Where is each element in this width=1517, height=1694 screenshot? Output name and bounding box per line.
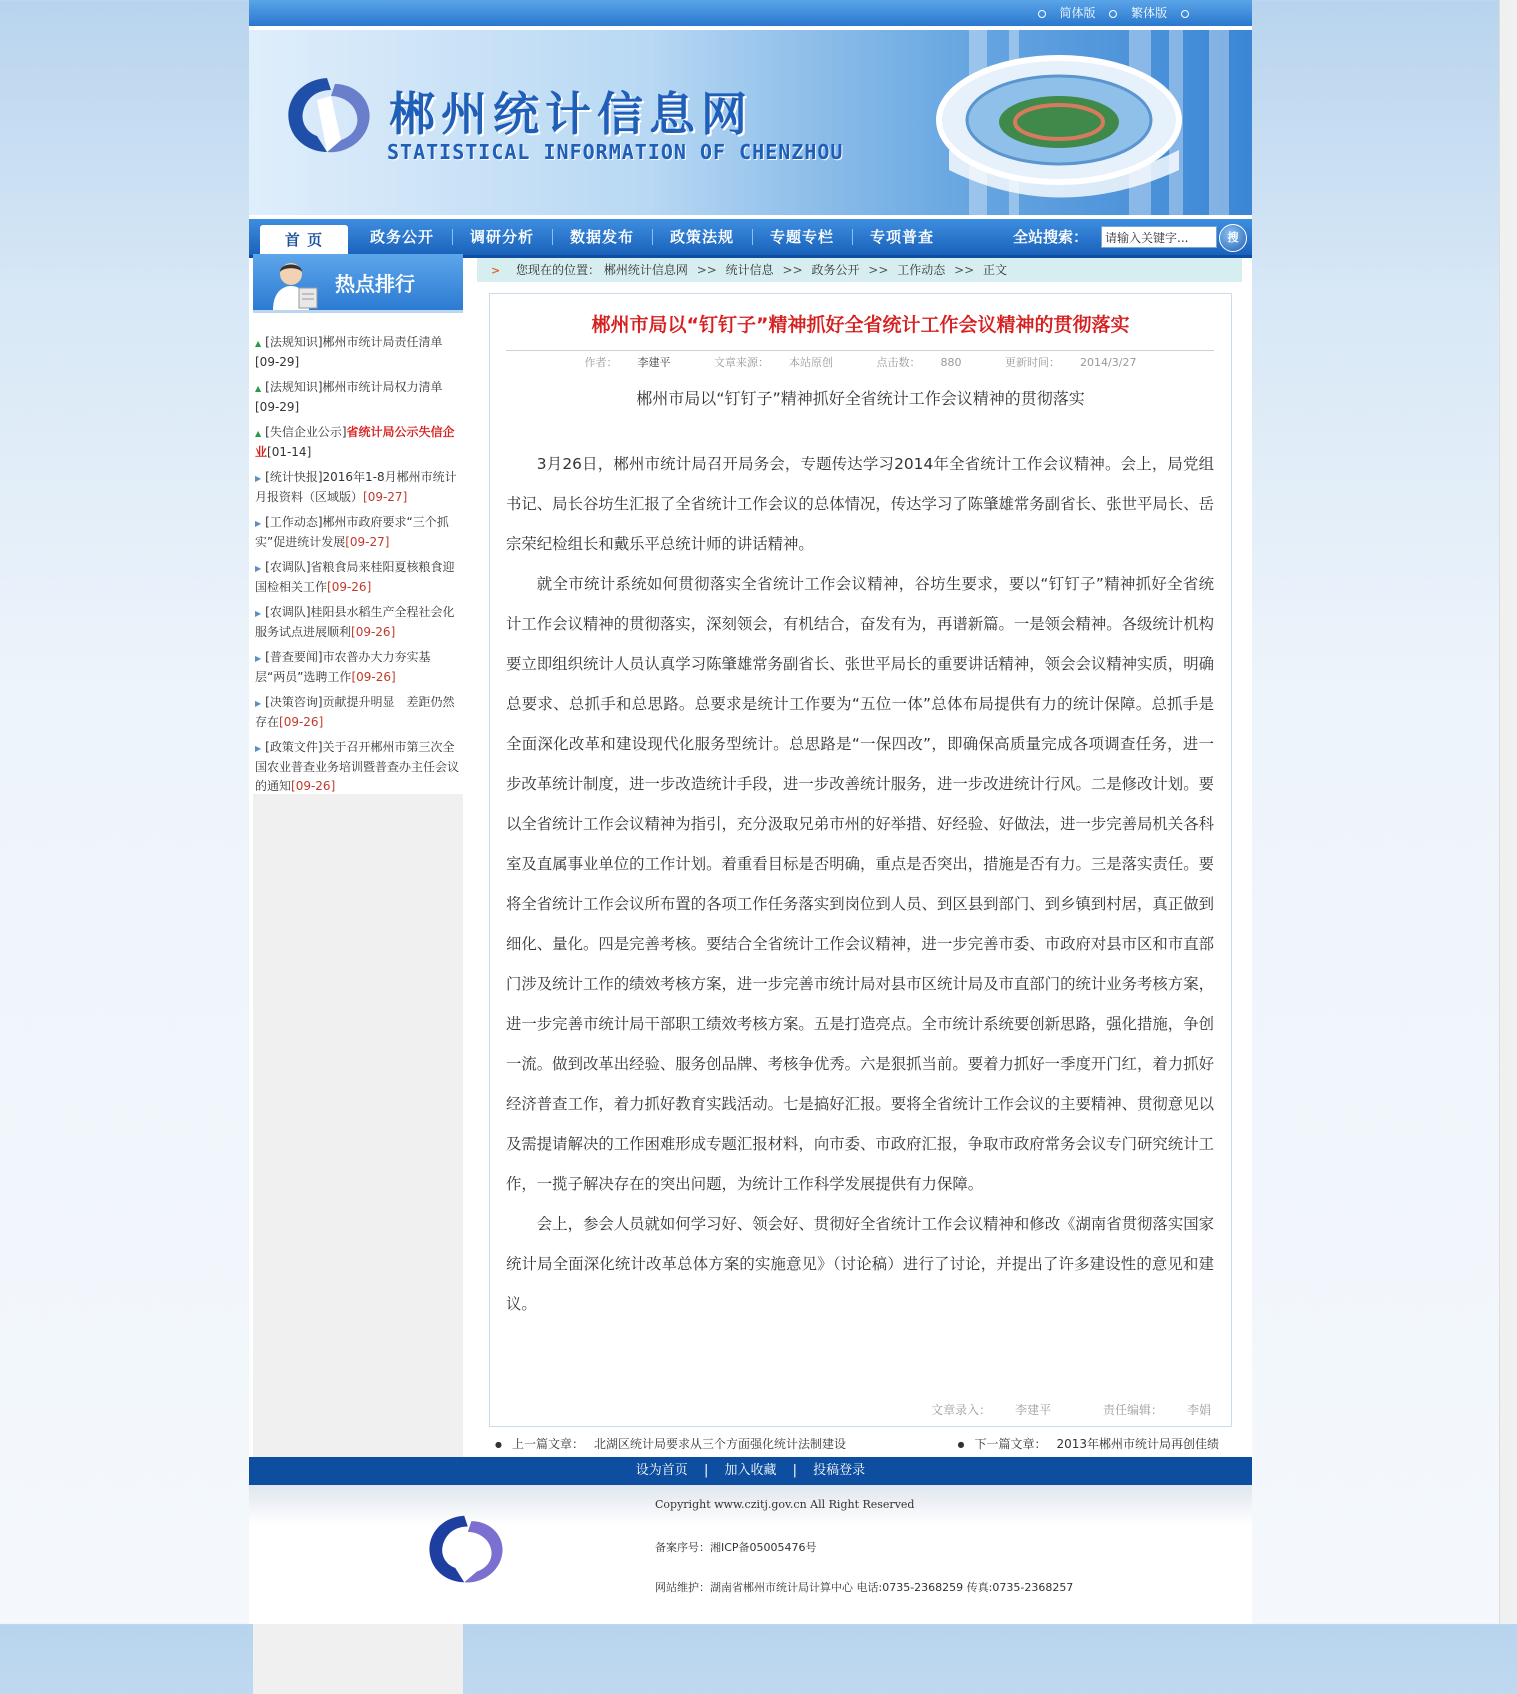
list-item[interactable]: ▶ [普查要闻]市农普办大力夯实基层“两员”选聘工作[09-26] — [255, 650, 431, 684]
prev-article-link[interactable]: 北湖区统计局要求从三个方面强化统计法制建设 — [594, 1437, 847, 1451]
prev-article[interactable]: ● 上一篇文章： 北湖区统计局要求从三个方面强化统计法制建设 — [495, 1437, 847, 1451]
site-logo-icon — [279, 70, 379, 160]
article-subtitle: 郴州市局以“钉钉子”精神抓好全省统计工作会议精神的贯彻落实 — [636, 389, 1085, 408]
list-item[interactable]: ▶ [政策文件]关于召开郴州市第三次全国农业普查业务培训暨普查办主任会议的通知[09-26] — [255, 740, 460, 793]
list-item[interactable]: ▶ [统计快报]2016年1-8月郴州市统计月报资料（区域版）[09-27] — [255, 470, 457, 504]
divider — [506, 350, 1214, 351]
nav-data-release[interactable]: 数据发布 — [569, 228, 634, 246]
triangle-right-icon: ▶ — [255, 474, 262, 483]
bullet-icon — [1181, 10, 1189, 18]
list-item[interactable]: ▶ [工作动态]郴州市政府要求“三个抓实”促进统计发展[09-27] — [255, 515, 449, 549]
hot-list — [253, 313, 463, 796]
site-title-cn: 郴州统计信息网 — [389, 87, 753, 141]
list-item[interactable]: ▲ [失信企业公示]省统计局公示失信企业[01-14] — [255, 425, 455, 459]
search-label: 全站搜索： — [1013, 228, 1089, 246]
breadcrumb: > 您现在的位置： 郴州统计信息网 >> 统计信息 >> 政务公开 >> 工作动态 >> 正文 — [477, 258, 1242, 282]
list-item[interactable]: ▶ [农调队]桂阳县水稻生产全程社会化服务试点进展顺利[09-26] — [255, 605, 455, 639]
traditional-chinese-link[interactable]: 繁体版 — [1131, 6, 1168, 20]
paragraph: 3月26日，郴州市统计局召开局务会，专题传达学习2014年全省统计工作会议精神。会上，局党组书记、局长谷坊生汇报了全省统计工作会议的总体情况，传达学习了陈肇雄常务副省长、张世平局长、岳宗荣纪检组长和戴乐平总统计师的讲话精神。 — [506, 455, 1214, 553]
triangle-up-icon: ▲ — [255, 339, 262, 348]
breadcrumb-item[interactable]: 统计信息 — [725, 263, 774, 277]
nav-policy-regulations[interactable]: 政策法规 — [669, 228, 734, 246]
bullet-icon — [1109, 10, 1117, 18]
triangle-up-icon: ▲ — [255, 429, 262, 438]
triangle-right-icon: ▶ — [255, 744, 262, 753]
nav-government-affairs[interactable]: 政务公开 — [369, 228, 434, 246]
add-favorite-link[interactable]: 加入收藏 — [724, 1463, 777, 1478]
top-bar — [249, 0, 1252, 26]
icp-text: 备案序号：湘ICP备05005476号 — [655, 1541, 817, 1554]
bullet-icon — [1038, 10, 1046, 18]
triangle-up-icon: ▲ — [255, 384, 262, 393]
article — [489, 293, 1232, 1427]
footer-logo-icon — [421, 1507, 511, 1591]
search-button[interactable]: 搜 — [1219, 224, 1247, 252]
list-item[interactable]: ▲ [法规知识]郴州市统计局权力清单 [09-29] — [255, 380, 443, 414]
bullet-icon: ● — [957, 1440, 965, 1449]
footer-links-bar: 设为首页 | 加入收藏 | 投稿登录 — [249, 1457, 1252, 1485]
triangle-right-icon: ▶ — [255, 564, 262, 573]
triangle-right-icon: ▶ — [255, 699, 262, 708]
arrow-right-icon: > — [491, 264, 501, 277]
page — [249, 0, 1252, 1624]
set-homepage-link[interactable]: 设为首页 — [635, 1463, 688, 1478]
breadcrumb-item: 正文 — [983, 263, 1008, 277]
nav-special-topics[interactable]: 专题专栏 — [769, 228, 834, 246]
author: 李建平 — [637, 356, 671, 369]
click-count: 880 — [940, 356, 962, 369]
triangle-right-icon: ▶ — [255, 519, 262, 528]
update-time: 2014/3/27 — [1080, 356, 1137, 369]
stadium-image — [909, 40, 1229, 215]
nav-home[interactable]: 首 页 — [260, 225, 348, 255]
source: 本站原创 — [789, 356, 834, 369]
article-title: 郴州市局以“钉钉子”精神抓好全省统计工作会议精神的贯彻落实 — [591, 314, 1130, 336]
bullet-icon: ● — [495, 1440, 502, 1449]
triangle-right-icon: ▶ — [255, 609, 262, 618]
breadcrumb-item[interactable]: 郴州统计信息网 — [603, 263, 688, 277]
hot-ranking-sidebar — [253, 254, 463, 794]
person-icon — [269, 258, 321, 310]
nav-research-analysis[interactable]: 调研分析 — [469, 228, 534, 246]
list-item[interactable]: ▲ [法规知识]郴州市统计局责任清单 [09-29] — [255, 335, 443, 369]
entry-person: 李建平 — [1015, 1403, 1052, 1417]
site-banner — [249, 30, 1252, 215]
paragraph: 会上，参会人员就如何学习好、领会好、贯彻好全省统计工作会议精神和修改《湖南省贯彻落实国家统计局全面深化统计改革总体方案的实施意见》（讨论稿）进行了讨论，并提出了许多建设性的意见和建议。 — [506, 1215, 1214, 1313]
list-item[interactable]: ▶ [农调队]省粮食局来桂阳夏核粮食迎国检相关工作[09-26] — [255, 560, 455, 594]
copyright-text: Copyright www.czitj.gov.cn All Right Reserved — [655, 1498, 915, 1511]
article-footer: 文章录入： 李建平 责任编辑： 李娟 — [931, 1403, 1211, 1417]
search-input[interactable] — [1101, 226, 1217, 248]
breadcrumb-item[interactable]: 政务公开 — [811, 263, 860, 277]
language-links — [1033, 4, 1194, 21]
site-title-en: STATISTICAL INFORMATION OF CHENZHOU — [387, 140, 844, 164]
article-meta: 作者： 李建平 文章来源： 本站原创 点击数： 880 更新时间： 2014/3/27 — [584, 356, 1137, 369]
footer — [249, 1485, 1252, 1624]
article-body — [506, 444, 1214, 1324]
paragraph: 就全市统计系统如何贯彻落实全省统计工作会议精神，谷坊生要求，要以“钉钉子”精神抓好全省统计工作会议精神的贯彻落实，深刻领会，有机结合，奋发有为，再谱新篇。一是领会精神。各级统计机构要立即组织统计人员认真学习陈肇雄常务副省长、张世平局长的重要讲话精神，领会会议精神实质，明确总要求、总抓手和总思路。总要求是统计工作要为“五位一体”总体布局提供有力的统计保障。总抓手是全面深化改革和建设现代化服务型统计。总思路是“一保四改”，即确保高质量完成各项调查任务，进一步改革统计制度，进一步改造统计手段，进一步改善统计服务，进一步改进统计行风。二是修改计划。要以全省统计工作会议精神为指引，充分汲取兄弟市州的好举措、好经验、好做法，进一步完善局机关各科室及直属事业单位的工作计划。着重看目标是否明确，重点是否突出，措施是否有力。三是落实责任。要将全省统计工作会议所布置的各项工作任务落实到岗位到人员、到区县到部门、到乡镇到村居，真正做到细化、量化。四是完善考核。要结合全省统计工作会议精神，进一步完善市委、市政府对县市区和市直部门涉及统计工作的绩效考核方案，进一步完善市统计局对县市区统计局及市直部门的统计业务考核方案，进一步完善市统计局干部职工绩效考核方案。五是打造亮点。全市统计系统要创新思路，强化措施，争创一流。做到改革出经验、服务创品牌、考核争优秀。六是狠抓当前。要着力抓好一季度开门红，着力抓好经济普查工作，着力抓好教育实践活动。七是搞好汇报。要将全省统计工作会议的主要精神、贯彻意见以及需提请解决的工作困难形成专题汇报材料，向市委、市政府汇报，争取市政府常务会议专门研究统计工作，一揽子解决存在的突出问题，为统计工作科学发展提供有力保障。 — [506, 575, 1214, 1193]
simplified-chinese-link[interactable]: 简体版 — [1059, 6, 1096, 20]
page-scrollbar[interactable] — [1499, 0, 1517, 1624]
sidebar-header — [253, 254, 463, 313]
next-article[interactable]: ● 下一篇文章： 2013年郴州市统计局再创佳绩 — [957, 1437, 1219, 1451]
nav-census[interactable]: 专项普查 — [869, 228, 934, 246]
next-article-link[interactable]: 2013年郴州市统计局再创佳绩 — [1056, 1437, 1219, 1451]
editor: 李娟 — [1186, 1403, 1211, 1417]
breadcrumb-label: 您现在的位置： — [516, 263, 601, 277]
maintainer-text: 网站维护：湖南省郴州市统计局计算中心 电话:0735-2368259 传真:0735-2368257 — [655, 1581, 1074, 1594]
sidebar-title: 热点排行 — [335, 272, 415, 296]
triangle-right-icon: ▶ — [255, 654, 262, 663]
list-item[interactable]: ▶ [决策咨询]贡献提升明显 差距仍然存在[09-26] — [255, 695, 455, 729]
submission-login-link[interactable]: 投稿登录 — [813, 1463, 866, 1478]
main-nav — [249, 219, 1252, 258]
breadcrumb-item[interactable]: 工作动态 — [897, 263, 946, 277]
